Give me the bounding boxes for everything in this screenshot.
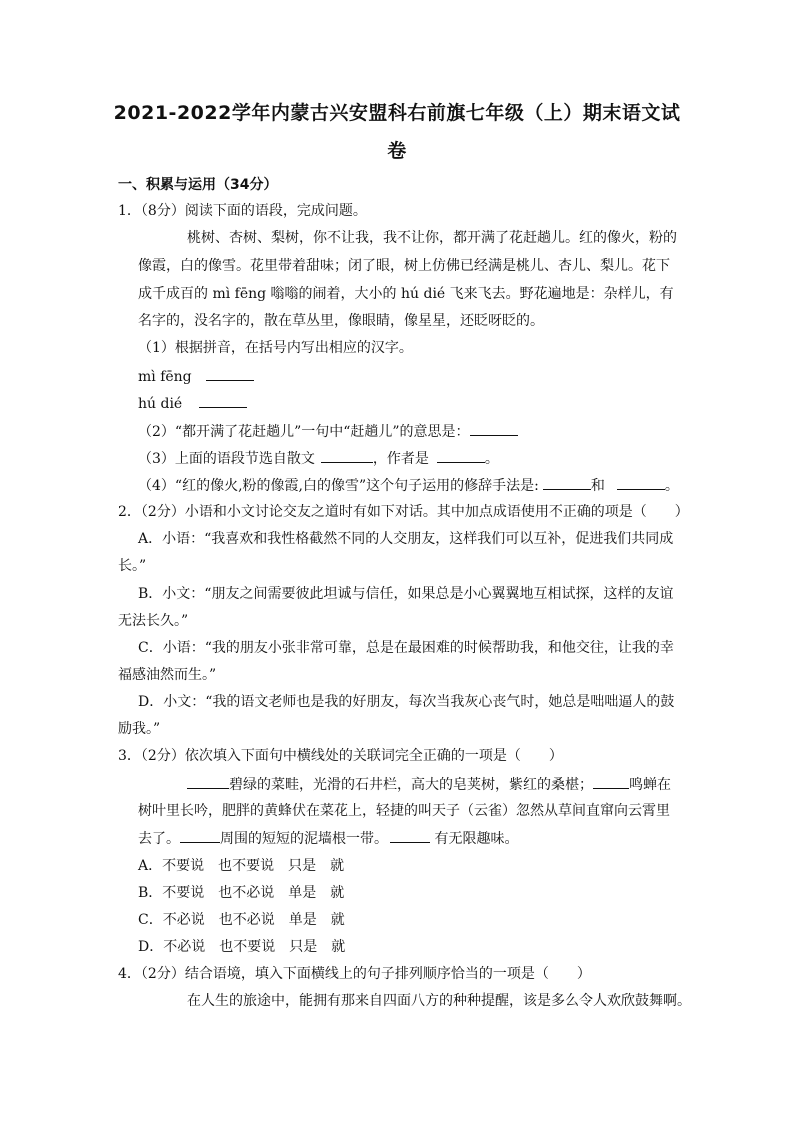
- sub-question-2: （2）“都开满了花赶趟儿”一句中“赶趟儿”的意思是：: [138, 421, 518, 442]
- answer-blank[interactable]: [199, 393, 247, 408]
- passage-line: 在人生的旅途中，能拥有那来自四面八方的种种提醒，该是多么令人欢欣鼓舞啊。: [187, 993, 691, 1009]
- choice-b[interactable]: B．不要说 也不必说 单是 就: [138, 885, 345, 901]
- option-line: C．小语：“我的朋友小张非常可靠，总是在最困难的时候帮助我，和他交往，让我的幸: [138, 640, 674, 656]
- question-1-stem: 1．（8分）阅读下面的语段，完成问题。: [118, 203, 367, 219]
- passage-line: 桃树、杏树、梨树，你不让我，我不让你，都开满了花赶趟儿。红的像火，粉的: [187, 230, 677, 246]
- page-title-continued: 卷: [387, 140, 407, 162]
- pinyin-label: mì fēng: [138, 369, 192, 385]
- sub-question-3: （3）上面的语段节选自散文 ，作者是 。: [138, 448, 499, 469]
- question-4-stem: 4．（2分）结合语境，填入下面横线上的句子排列顺序恰当的一项是（ ）: [118, 966, 591, 982]
- option-line: 无法长久。”: [118, 613, 189, 629]
- answer-blank[interactable]: [321, 448, 373, 463]
- choice-d[interactable]: D．不必说 也不要说 只是 就: [138, 939, 346, 955]
- option-line: B．小文：“朋友之间需要彼此坦诚与信任，如果总是小心翼翼地互相试探，这样的友谊: [138, 586, 674, 602]
- page-title: 2021-2022学年内蒙古兴安盟科右前旗七年级（上）期末语文试: [113, 102, 681, 124]
- passage-line: 去了。 周围的短短的泥墙根一带。 有无限趣味。: [138, 828, 518, 849]
- pinyin-item-1: [138, 366, 254, 387]
- passage-line: 名字的，没名字的，散在草丛里，像眼睛，像星星，还眨呀眨的。: [138, 313, 544, 329]
- choice-a[interactable]: A．不要说 也不要说 只是 就: [138, 858, 345, 874]
- answer-blank[interactable]: [437, 448, 485, 463]
- answer-blank[interactable]: [390, 828, 430, 843]
- answer-blank[interactable]: [180, 828, 220, 843]
- option-line: D．小文：“我的语文老师也是我的好朋友，每次当我灰心丧气时，她总是咄咄逼人的鼓: [138, 694, 675, 710]
- option-line: A．小语：“我喜欢和我性格截然不同的人交朋友，这样我们可以互补，促进我们共同成: [138, 531, 674, 547]
- answer-blank[interactable]: [187, 774, 229, 789]
- option-line: 福感油然而生。”: [118, 667, 217, 683]
- answer-blank[interactable]: [206, 366, 254, 381]
- question-3-stem: 3．（2分）依次填入下面句中横线处的关联词完全正确的一项是（ ）: [118, 748, 563, 764]
- passage-line: 树叶里长吟，肥胖的黄蜂伏在菜花上，轻捷的叫天子（云雀）忽然从草间直窜向云霄里: [138, 803, 670, 819]
- answer-blank[interactable]: [543, 475, 591, 490]
- pinyin-item-2: [138, 393, 247, 414]
- sub-question-4: （4）“红的像火,粉的像霞,白的像雪”这个句子运用的修辞手法是: 和 。: [138, 475, 679, 496]
- answer-blank[interactable]: [617, 475, 665, 490]
- answer-blank[interactable]: [593, 774, 629, 789]
- sub-question-1: （1）根据拼音，在括号内写出相应的汉字。: [138, 340, 413, 356]
- pinyin-label: hú dié: [138, 396, 183, 412]
- answer-blank[interactable]: [470, 421, 518, 436]
- section-heading: 一、积累与运用（34分）: [118, 177, 278, 193]
- passage-line: 碧绿的菜畦，光滑的石井栏，高大的皂荚树，紫红的桑椹； 鸣蝉在: [187, 774, 671, 795]
- option-line: 励我。”: [118, 721, 161, 737]
- passage-line: 成千成百的 mì fēng 嗡嗡的闹着，大小的 hú dié 飞来飞去。野花遍地是：杂样儿，有: [138, 286, 674, 302]
- passage-line: 像霞，白的像雪。花里带着甜味；闭了眼，树上仿佛已经满是桃儿、杏儿、梨儿。花下: [138, 258, 670, 274]
- question-2-stem: 2．（2分）小语和小文讨论交友之道时有如下对话。其中加点成语使用不正确的项是（ ）: [118, 504, 689, 520]
- option-line: 长。”: [118, 558, 147, 574]
- choice-c[interactable]: C．不必说 也不必说 单是 就: [138, 912, 345, 928]
